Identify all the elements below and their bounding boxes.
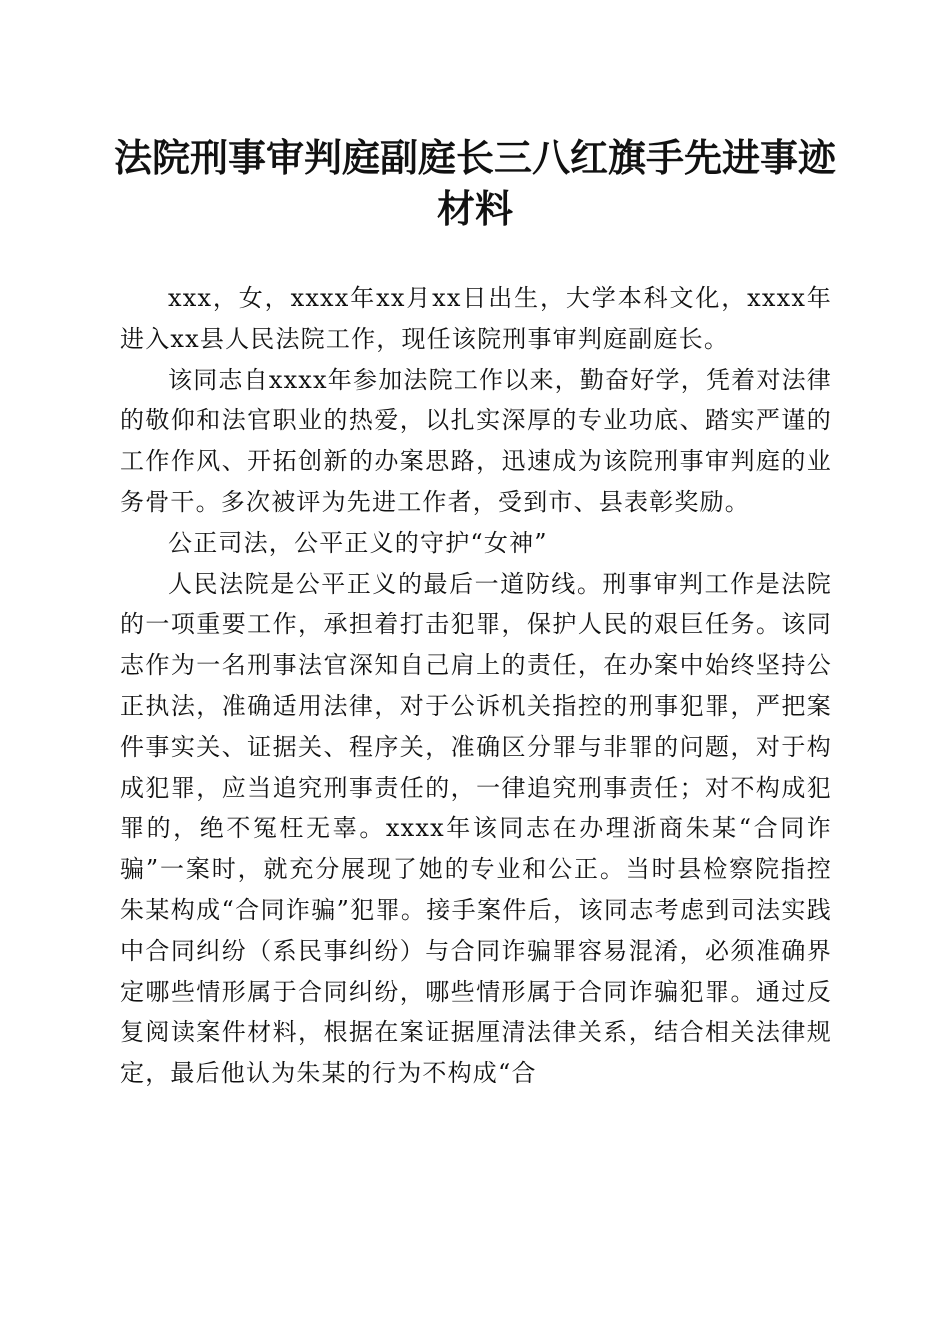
document-title: 法院刑事审判庭副庭长三八红旗手先进事迹材料: [113, 135, 836, 231]
section-heading: 公正司法，公平正义的守护“女神”: [168, 528, 548, 557]
paragraph-justice: 人民法院是公平正义的最后一道防线。刑事审判工作是法院的一项重要工作，承担着打击犯罪，保护人民的艰巨任务。该同志作为一名刑事法官深知自己肩上的责任，在办案中始终坚持公正执法，准确适用法律，对于公诉机关指控的刑事犯罪，严把案件事实关、证据关、程序关，准确区分罪与非罪的问题，对于构成犯罪，应当追究刑事责任的，一律追究刑事责任；对不构成犯罪的，绝不冤枉无辜。xxxx年该同志在办理浙商朱某“合同诈骗”一案时，就充分展现了她的专业和公正。当时县检察院指控朱某构成“合同诈骗”犯罪。接手案件后，该同志考虑到司法实践中合同纠纷（系民事纠纷）与合同诈骗罪容易混淆，必须准确界定哪些情形属于合同纠纷，哪些情形属于合同诈骗犯罪。通过反复阅读案件材料，根据在案证据厘清法律关系，结合相关法律规定，最后他认为朱某的行为不构成“合: [120, 569, 832, 1088]
document-body: [120, 278, 832, 1094]
paragraph-intro: xxx，女，xxxx年xx月xx日出生，大学本科文化，xxxx年进入xx县人民法院工作，现任该院刑事审判庭副庭长。: [120, 284, 832, 353]
paragraph-career: 该同志自xxxx年参加法院工作以来，勤奋好学，凭着对法律的敬仰和法官职业的热爱，以扎实深厚的专业功底、踏实严谨的工作作风、开拓创新的办案思路，迅速成为该院刑事审判庭的业务骨干。多次被评为先进工作者，受到市、县表彰奖励。: [120, 365, 832, 516]
